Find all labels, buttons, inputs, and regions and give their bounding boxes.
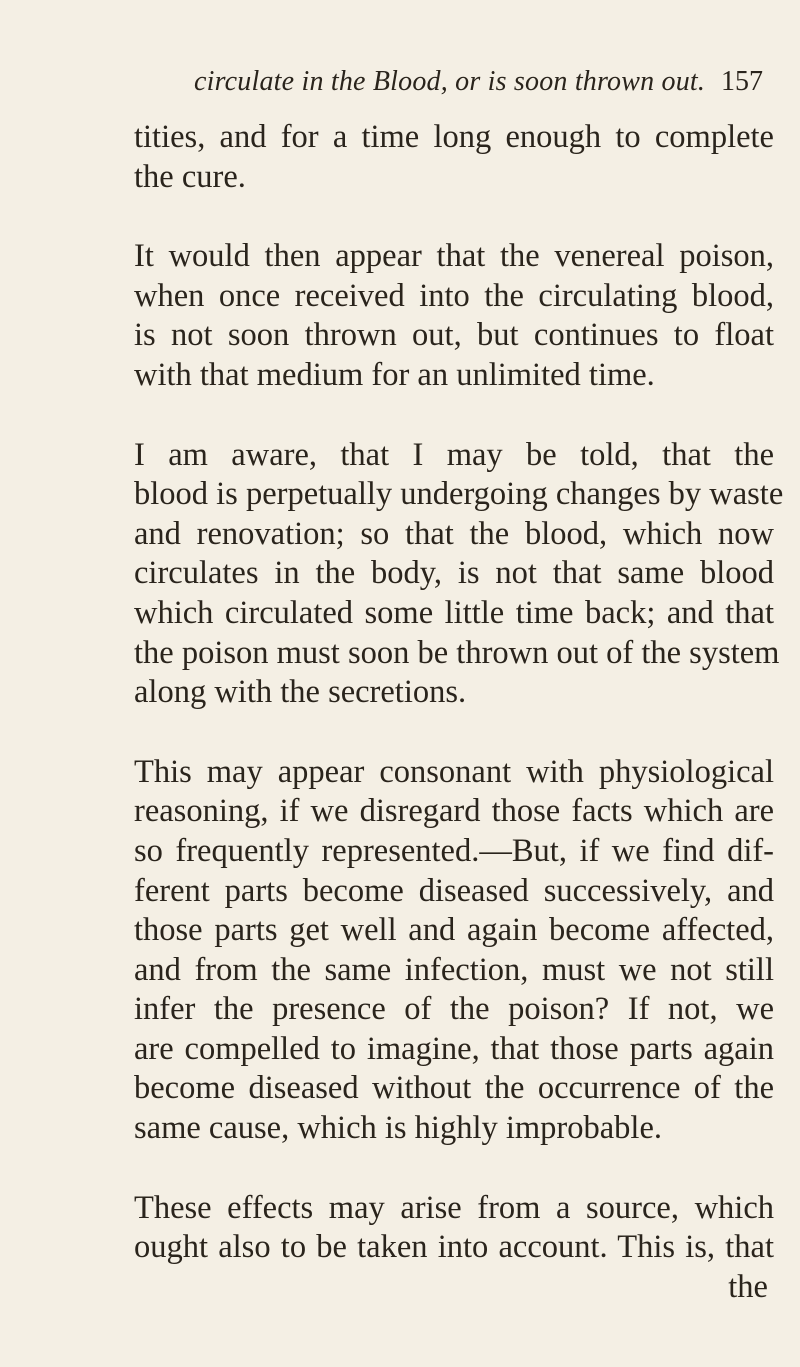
page-number: 157: [721, 66, 763, 97]
body-text: [134, 118, 784, 1347]
text-line: and renovation; so that the blood, which now: [134, 515, 774, 552]
catchword: the: [728, 1268, 768, 1305]
paragraph-1: [134, 118, 774, 197]
text-line: are compelled to imagine, that those parts again: [134, 1030, 774, 1067]
text-line: and from the same infection, must we not still: [134, 951, 774, 988]
text-line: the poison must soon be thrown out of the system: [134, 634, 780, 671]
paragraph-3: [134, 436, 784, 713]
text-line: the cure.: [134, 158, 246, 195]
paragraph-2: [134, 237, 774, 395]
text-line: same cause, which is highly improbable.: [134, 1110, 662, 1147]
text-line: I am aware, that I may be told, that the: [134, 436, 774, 473]
text-line: infer the presence of the poison? If not, we: [134, 991, 774, 1028]
text-line: This may appear consonant with physiological: [134, 753, 774, 790]
text-line: ought also to be taken into account. This is, that: [134, 1229, 774, 1266]
running-head: [0, 66, 800, 106]
text-line: reasoning, if we disregard those facts which are: [134, 793, 774, 830]
running-head-title: circulate in the Blood, or is soon thrown out.: [194, 66, 706, 97]
text-line: circulates in the body, is not that same blood: [134, 555, 774, 592]
paragraph-5: [134, 1189, 774, 1308]
text-line: when once received into the circulating blood,: [134, 277, 774, 314]
text-line: so frequently represented.—But, if we find dif-: [134, 832, 774, 869]
paragraph-4: [134, 753, 774, 1149]
text-line: those parts get well and again become affected,: [134, 912, 774, 949]
text-line: ferent parts become diseased successively, and: [134, 872, 774, 909]
text-line: which circulated some little time back; and that: [134, 594, 774, 631]
text-line: tities, and for a time long enough to complete: [134, 119, 774, 155]
text-line: blood is perpetually undergoing changes by waste: [134, 476, 784, 513]
text-line: These effects may arise from a source, which: [134, 1189, 774, 1226]
text-line: with that medium for an unlimited time.: [134, 356, 655, 393]
text-line: is not soon thrown out, but continues to float: [134, 317, 774, 354]
text-line: along with the secretions.: [134, 674, 467, 711]
text-line: become diseased without the occurrence of the: [134, 1070, 774, 1107]
text-line: It would then appear that the venereal poison,: [134, 238, 774, 275]
